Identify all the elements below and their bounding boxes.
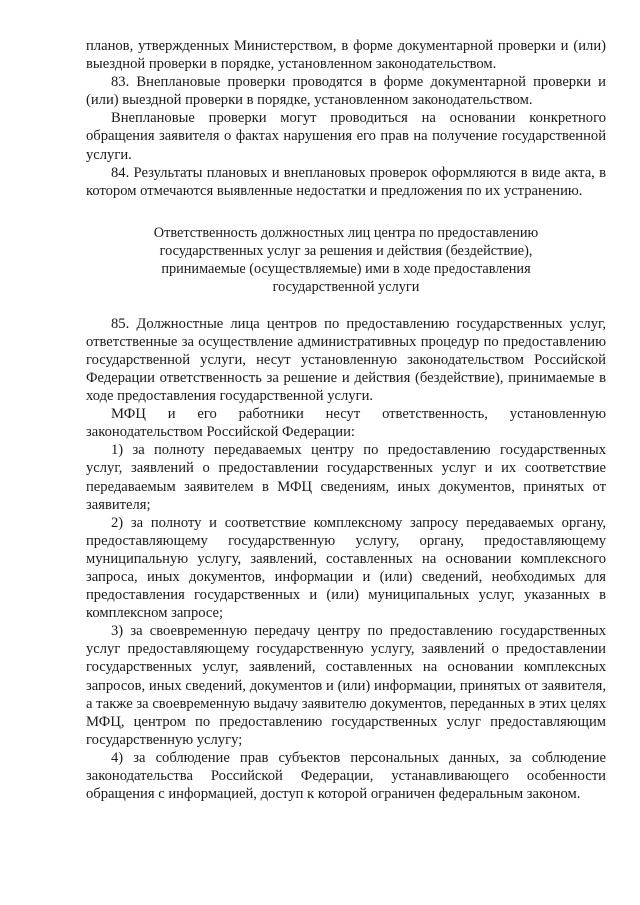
list-item-3: 3) за своевременную передачу центру по предоставлению государственных услуг предоставляющему государственную услугу, заявлений о предоставлении государственных услуг, заявлений, составленных на основании комплексных запросов, иных сведений, документов и (или) информации, принятых от заявителя, а также за своевременную выдачу заявителю документов, переданных в этих целях МФЦ, центром по предоставлению государственных услуг предоставляющим государственную услугу; xyxy=(86,623,606,748)
paragraph-mfc-responsibility: МФЦ и его работники несут ответственность, установленную законодательством Российской Федерации: xyxy=(86,406,606,441)
list-item-4: 4) за соблюдение прав субъектов персональных данных, за соблюдение законодательства Российской Федерации, устанавливающего особенности обращения с информацией, доступ к которой ограничен федеральным законом. xyxy=(86,749,606,803)
section-heading-line: Ответственность должностных лиц центра по предоставлению xyxy=(153,224,539,241)
paragraph-83: 83. Внеплановые проверки проводятся в форме документарной проверки и (или) выездной проверки в порядке, установленном законодательством. xyxy=(86,74,606,109)
section-heading-line: принимаемые (осуществляемые) ими в ходе предоставления xyxy=(161,261,531,278)
section-heading-line: государственных услуг за решения и действия (бездействие), xyxy=(159,243,533,260)
paragraph-84: 84. Результаты плановых и внеплановых проверок оформляются в виде акта, в котором отмечаются выявленные недостатки и предложения по их устранению. xyxy=(86,164,606,199)
section-heading xyxy=(86,224,606,297)
paragraph-85: 85. Должностные лица центров по предоставлению государственных услуг, ответственные за осуществление административных процедур по предоставлению государственной услуги, несут установленную законодательством Российской Федерации ответственность за решение и действия (бездействие), принимаемые в ходе предоставления государственной услуги. xyxy=(86,315,606,405)
list-item-1: 1) за полноту передаваемых центру по предоставлению государственных услуг, заявлений о предоставлении государственных услуг и их соответствие передаваемым заявителем в МФЦ сведениям, иных документов, принятых от заявителя; xyxy=(86,442,606,513)
list-item-2: 2) за полноту и соответствие комплексному запросу передаваемых органу, предоставляющему государственную услугу, органу, предоставляющему муниципальную услугу, заявлений, составленных на основании комплексного запроса, иных документов, информации и (или) сведений, необходимых для предоставления государственных и (или) муниципальных услуг, указанных в комплексном запросе; xyxy=(86,514,606,622)
paragraph-unscheduled-inspections: Внеплановые проверки могут проводиться на основании конкретного обращения заявителя о фактах нарушения его прав на получение государственной услуги. xyxy=(86,110,606,163)
paragraph-continuation: планов, утвержденных Министерством, в форме документарной проверки и (или) выездной проверки в порядке, установленном законодательством. xyxy=(86,38,606,73)
section-heading-line: государственной услуги xyxy=(272,279,420,296)
